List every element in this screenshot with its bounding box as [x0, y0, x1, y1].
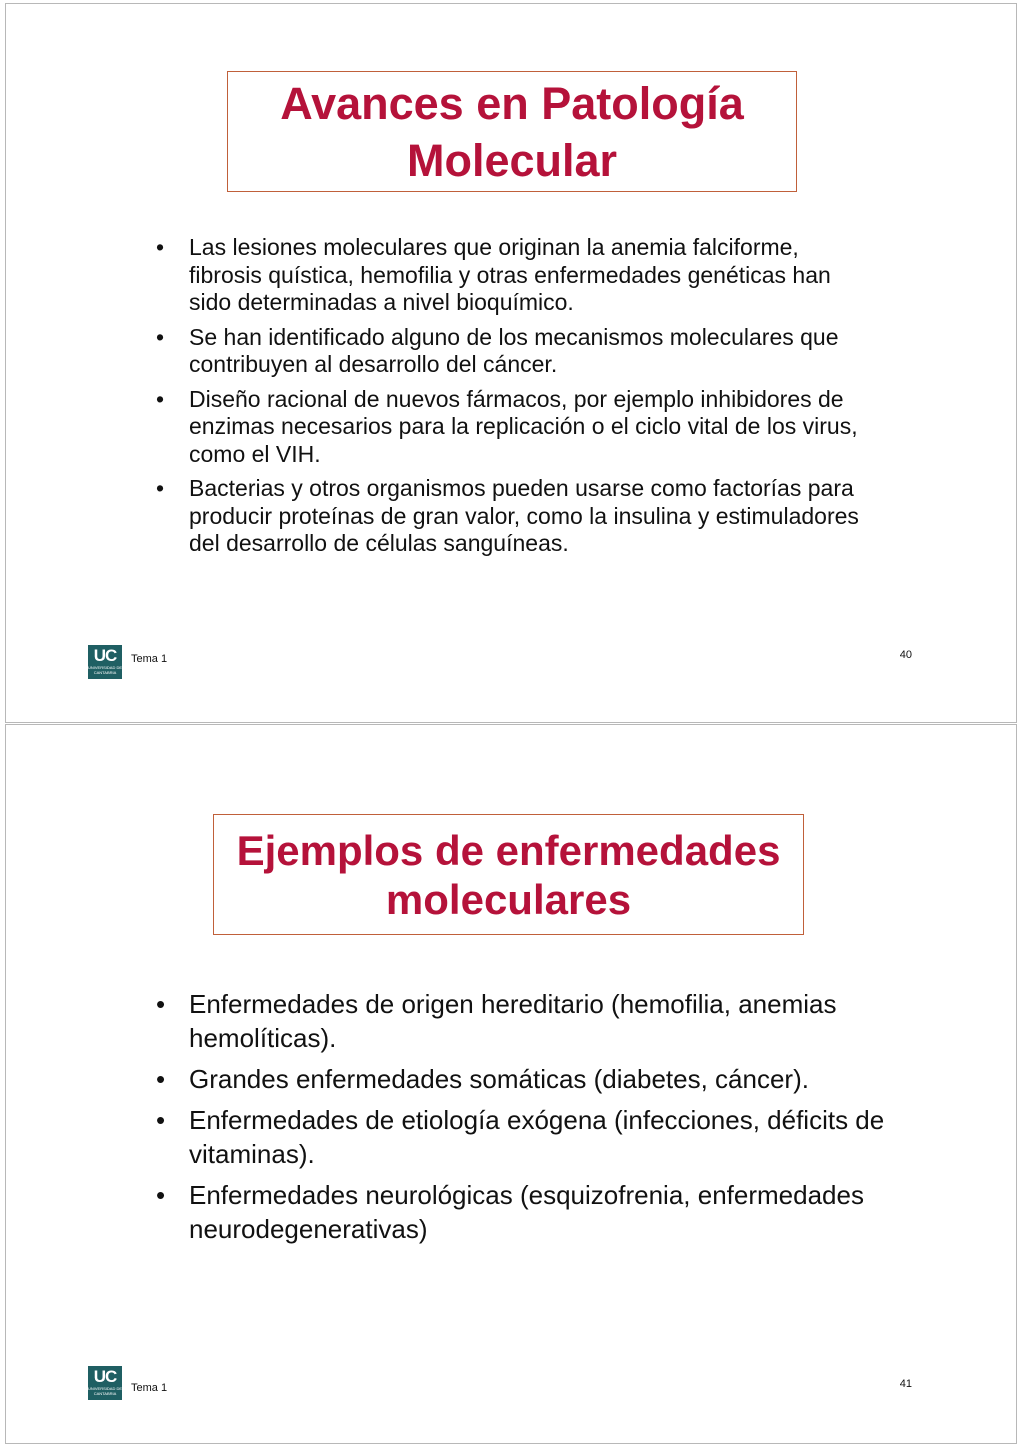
bullet-icon: •	[156, 1105, 166, 1135]
slide-title-line: Molecular	[406, 134, 618, 186]
slide-title-box	[213, 814, 804, 935]
footer-label: Tema 1	[131, 653, 168, 665]
bullet-icon: •	[156, 1180, 166, 1210]
logo-text: UC	[93, 1367, 117, 1386]
slide-title-line: Avances en Patología	[280, 77, 744, 129]
slide-title-line: Ejemplos de enfermedades	[236, 826, 781, 874]
bullet-icon: •	[156, 385, 165, 412]
bullet-list	[156, 987, 896, 1253]
bullet-item	[156, 324, 876, 379]
slide-title-box	[227, 71, 797, 192]
bullet-text: Se han identificado alguno de los mecanismos moleculares que contribuyen al desarrollo del cáncer.	[189, 323, 839, 377]
page-number: 41	[899, 1378, 912, 1390]
bullet-icon: •	[156, 475, 165, 501]
university-logo	[88, 645, 122, 679]
bullet-text: Enfermedades de origen hereditario (hemofilia, anemias hemolíticas).	[189, 989, 837, 1053]
bullet-item	[156, 987, 896, 1055]
bullet-item	[156, 1062, 896, 1096]
bullet-item	[156, 1178, 896, 1246]
bullet-item	[156, 475, 876, 558]
bullet-icon: •	[156, 1064, 166, 1094]
bullet-item	[156, 386, 876, 469]
bullet-text: Las lesiones moleculares que originan la anemia falciforme, fibrosis quística, hemofilia y otras enfermedades genéticas han sido determinadas a nivel bioquímico.	[189, 234, 831, 315]
logo-subtext: UNIVERSIDAD DE CANTABRIA	[88, 665, 123, 675]
logo-text: UC	[93, 646, 117, 665]
slide-41	[5, 724, 1017, 1444]
bullet-item	[156, 1103, 896, 1171]
footer-label: Tema 1	[131, 1382, 168, 1394]
logo-subtext: UNIVERSIDAD DE CANTABRIA	[88, 1386, 123, 1396]
university-logo	[88, 1366, 122, 1400]
bullet-text: Enfermedades neurológicas (esquizofrenia, enfermedades neurodegenerativas)	[189, 1180, 864, 1244]
bullet-text: Diseño racional de nuevos fármacos, por ejemplo inhibidores de enzimas necesarios para la replicación o el ciclo vital de los virus, como el VIH.	[189, 385, 858, 467]
slide-title-line: moleculares	[385, 875, 632, 923]
bullet-text: Enfermedades de etiología exógena (infecciones, déficits de vitaminas).	[189, 1105, 885, 1169]
bullet-icon: •	[156, 323, 165, 350]
bullet-icon: •	[156, 989, 166, 1019]
bullet-icon: •	[156, 234, 165, 260]
bullet-text: Bacterias y otros organismos pueden usarse como factorías para producir proteínas de gran valor, como la insulina y estimuladores del desarrollo de células sanguíneas.	[189, 475, 859, 556]
bullet-item	[156, 234, 876, 317]
page-number: 40	[899, 649, 912, 661]
slide-40	[5, 3, 1017, 723]
bullet-text: Grandes enfermedades somáticas (diabetes, cáncer).	[189, 1064, 809, 1094]
bullet-list	[156, 234, 876, 565]
